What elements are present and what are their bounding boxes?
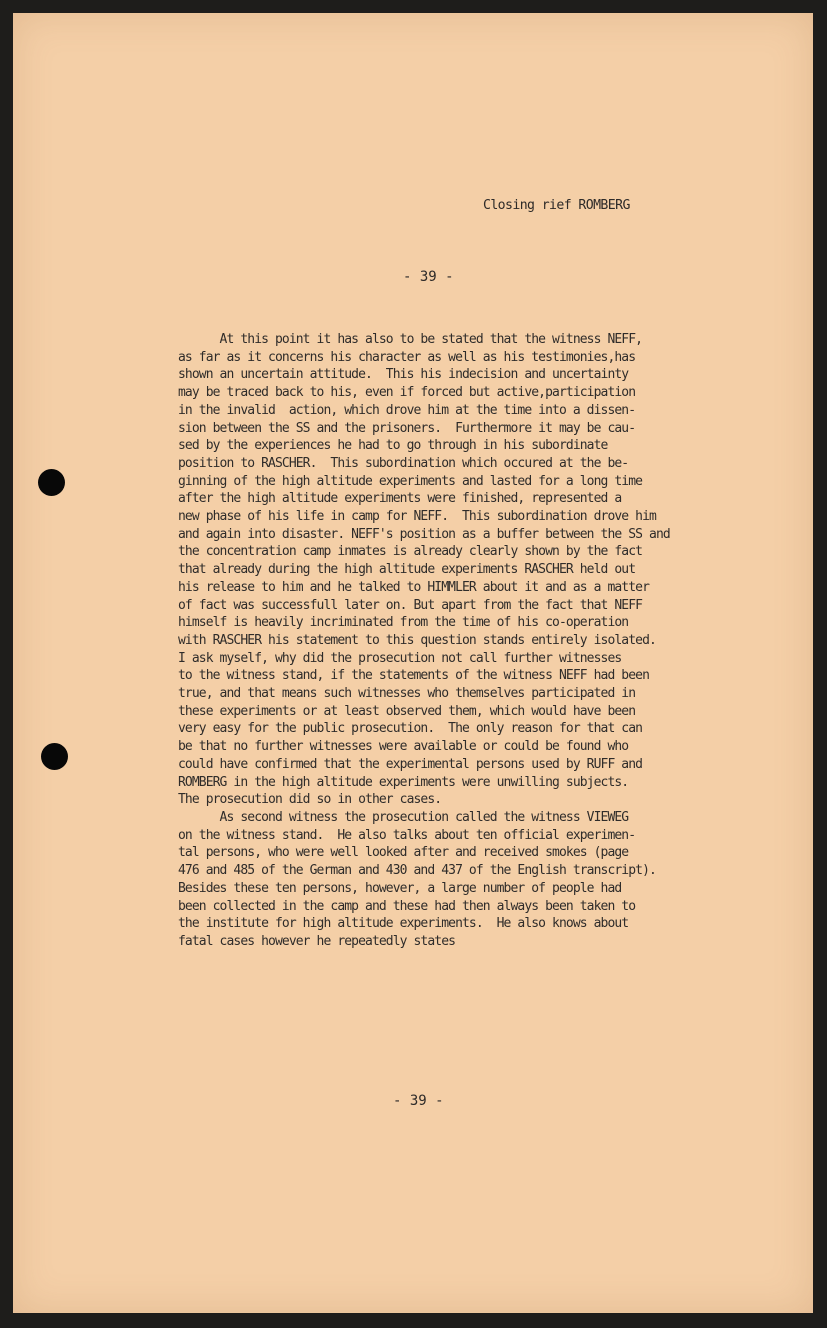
- text-line: with RASCHER his statement to this question stands entirely isolated.: [178, 632, 656, 648]
- text-line: tal persons, who were well looked after and received smokes (page: [178, 845, 629, 861]
- text-line: been collected in the camp and these had then always been taken to: [178, 898, 636, 914]
- text-line: as far as it concerns his character as well as his testimonies,has: [178, 349, 636, 365]
- page-number-bottom: - 39 -: [393, 1093, 444, 1109]
- text-line: ROMBERG in the high altitude experiments were unwilling subjects.: [178, 774, 629, 790]
- text-line: I ask myself, why did the prosecution not call further witnesses: [178, 650, 622, 666]
- text-line: sed by the experiences he had to go through in his subordinate: [178, 438, 608, 454]
- text-line: in the invalid action, which drove him at the time into a dissen-: [178, 402, 636, 418]
- text-line: may be traced back to his, even if forced but active,participation: [178, 385, 636, 401]
- text-line: after the high altitude experiments were finished, represented a: [178, 491, 622, 507]
- text-line: Besides these ten persons, however, a large number of people had: [178, 880, 622, 896]
- text-line: shown an uncertain attitude. This his indecision and uncertainty: [178, 367, 629, 383]
- text-line: very easy for the public prosecution. The only reason for that can: [178, 721, 643, 737]
- document-page: [13, 13, 813, 1313]
- punch-hole: [41, 743, 68, 770]
- text-line: ginning of the high altitude experiments and lasted for a long time: [178, 473, 643, 489]
- text-line: the concentration camp inmates is already clearly shown by the fact: [178, 544, 643, 560]
- text-line: sion between the SS and the prisoners. Furthermore it may be cau-: [178, 420, 636, 436]
- text-line: could have confirmed that the experimental persons used by RUFF and: [178, 756, 643, 772]
- text-line: on the witness stand. He also talks about ten official experimen-: [178, 827, 636, 843]
- body-paragraph-2: [178, 809, 778, 951]
- text-line: himself is heavily incriminated from the time of his co-operation: [178, 615, 629, 631]
- text-line: of fact was successfull later on. But apart from the fact that NEFF: [178, 597, 643, 613]
- text-line: true, and that means such witnesses who themselves participated in: [178, 686, 636, 702]
- text-line: new phase of his life in camp for NEFF. This subordination drove him: [178, 509, 656, 525]
- text-line: his release to him and he talked to HIMMLER about it and as a matter: [178, 579, 650, 595]
- text-line: be that no further witnesses were available or could be found who: [178, 739, 629, 755]
- text-line: these experiments or at least observed them, which would have been: [178, 703, 636, 719]
- text-line: As second witness the prosecution called the witness VIEWEG: [178, 810, 629, 825]
- text-line: 476 and 485 of the German and 430 and 437 of the English transcript).: [178, 863, 656, 879]
- punch-hole: [38, 469, 65, 496]
- document-header: Closing rief ROMBERG: [483, 198, 630, 213]
- body-paragraph-1: [178, 331, 778, 809]
- text-line: At this point it has also to be stated that the witness NEFF,: [178, 332, 643, 347]
- page-number-top: - 39 -: [403, 269, 454, 285]
- text-line: fatal cases however he repeatedly states: [178, 933, 456, 949]
- text-line: position to RASCHER. This subordination which occured at the be-: [178, 455, 629, 471]
- text-line: the institute for high altitude experiments. He also knows about: [178, 916, 629, 932]
- text-line: that already during the high altitude experiments RASCHER held out: [178, 562, 636, 578]
- text-line: The prosecution did so in other cases.: [178, 792, 442, 808]
- text-line: to the witness stand, if the statements of the witness NEFF had been: [178, 668, 650, 684]
- text-line: and again into disaster. NEFF's position as a buffer between the SS and: [178, 526, 670, 542]
